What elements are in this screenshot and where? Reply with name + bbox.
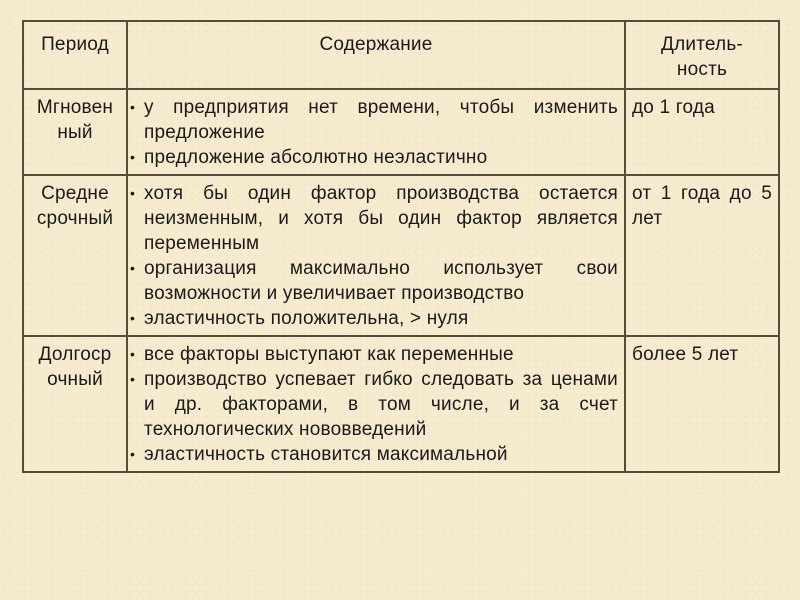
table-row [23, 89, 779, 175]
duration-cell: более 5 лет [625, 336, 779, 472]
period-line2: срочный [36, 208, 114, 229]
bullet-list [130, 95, 618, 170]
header-duration-line1: Длитель- [661, 34, 743, 55]
bullet-list [130, 342, 618, 467]
period-cell [23, 89, 127, 175]
list-item: • хотя бы один фактор производства остается неизменным, и хотя бы один фактор является переменным [130, 181, 618, 256]
periods-table [22, 20, 780, 473]
content-cell [127, 89, 625, 175]
list-item: • все факторы выступают как переменные [130, 342, 618, 367]
header-duration-line2: ность [676, 59, 728, 80]
period-line2: очный [47, 369, 103, 390]
content-cell [127, 336, 625, 472]
list-item: • производство успевает гибко следовать за ценами и др. факторами, в том числе, и за счет технологических нововведений [130, 367, 618, 442]
header-row [23, 21, 779, 89]
content-cell [127, 175, 625, 336]
list-item: • организация максимально использует свои возможности и увеличивает производство [130, 256, 618, 306]
list-item: • эластичность становится максимальной [130, 442, 618, 467]
period-cell [23, 175, 127, 336]
list-item: • у предприятия нет времени, чтобы изменить предложение [130, 95, 618, 145]
period-line1: Долгоср [38, 344, 112, 365]
list-item: • эластичность положительна, > нуля [130, 306, 618, 331]
duration-cell: до 1 года [625, 89, 779, 175]
period-line1: Мгновен [36, 97, 114, 118]
table-row [23, 175, 779, 336]
header-duration [625, 21, 779, 89]
table-row [23, 336, 779, 472]
header-period: Период [23, 21, 127, 89]
bullet-list [130, 181, 618, 331]
period-line2: ный [57, 122, 93, 143]
period-cell [23, 336, 127, 472]
header-content: Содержание [127, 21, 625, 89]
period-line1: Средне [41, 183, 109, 204]
duration-cell: от 1 года до 5 лет [625, 175, 779, 336]
list-item: • предложение абсолютно неэластично [130, 145, 618, 170]
